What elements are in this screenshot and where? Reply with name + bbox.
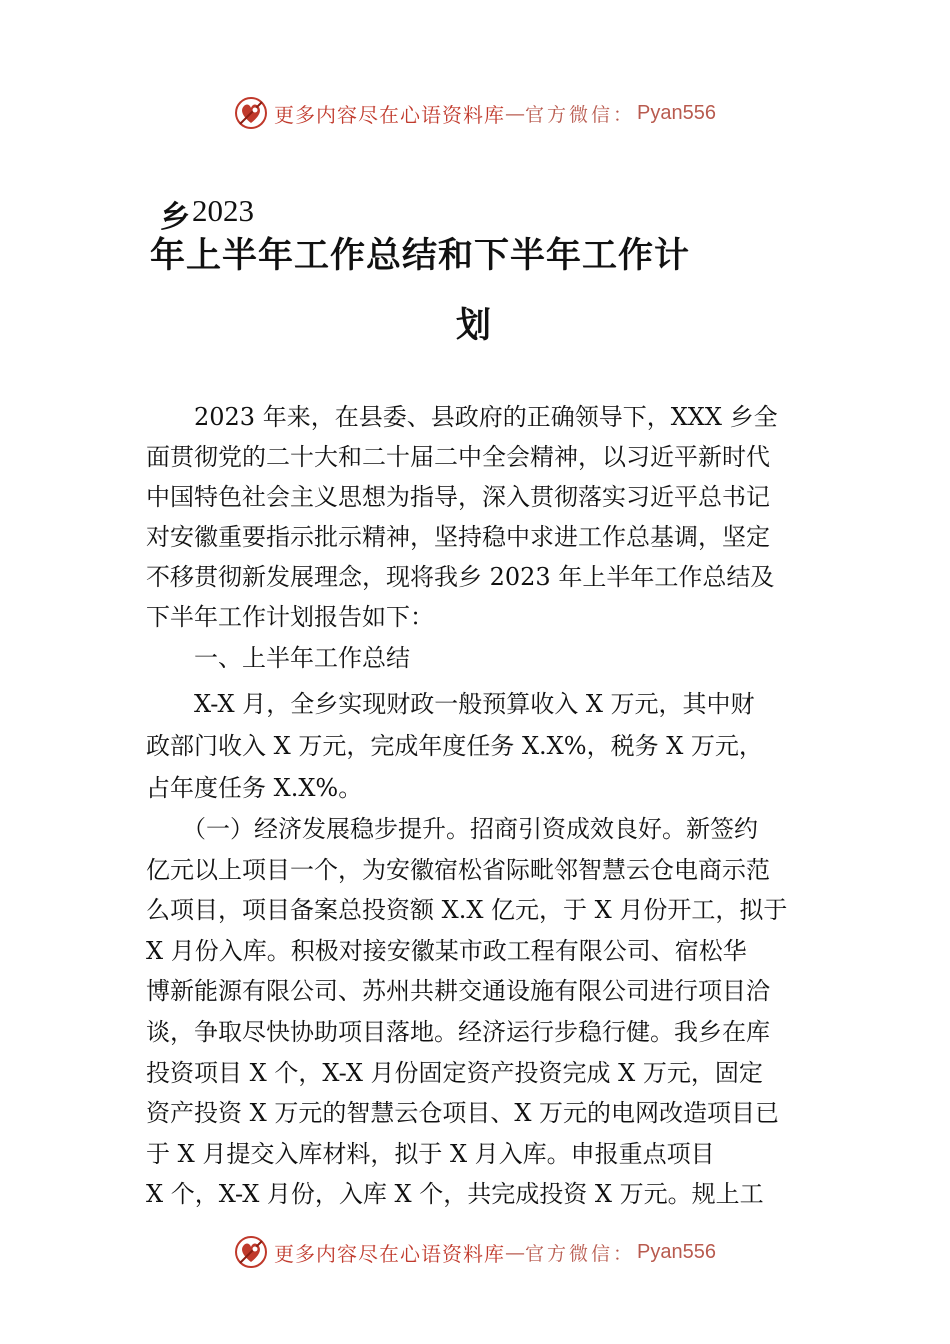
text-line: 对安徽重要指示批示精神，坚持稳中求进工作总基调，坚定 bbox=[146, 523, 770, 551]
heart-logo-icon bbox=[234, 1235, 268, 1269]
title-year: 2023 bbox=[192, 193, 254, 228]
text-line: X-X 月，全乡实现财政一般预算收入 X 万元，其中财 bbox=[146, 690, 755, 718]
text-line: 投资项目 X 个，X-X 月份固定资产投资完成 X 万元，固定 bbox=[146, 1058, 763, 1087]
text-line: 占年度任务 X.X%。 bbox=[146, 774, 363, 802]
paragraph-intro bbox=[146, 397, 826, 637]
banner-library-text: 更多内容尽在心语资料库 bbox=[274, 1241, 505, 1266]
text-line: 资产投资 X 万元的智慧云仓项目、X 万元的电网改造项目已 bbox=[146, 1099, 780, 1128]
text-line: X 个，X-X 月份，入库 X 个，共完成投资 X 万元。规上工 bbox=[146, 1180, 764, 1209]
text-line: 亿元以上项目一个，为安徽宿松省际毗邻智慧云仓电商示范 bbox=[146, 855, 770, 884]
banner-wechat-label: 官方微信： bbox=[525, 1242, 636, 1265]
banner-library-text: 更多内容尽在心语资料库 bbox=[274, 102, 505, 127]
page-title-line1: 年上半年工作总结和下半年工作计 bbox=[150, 235, 691, 276]
heart-logo-icon bbox=[234, 96, 268, 130]
text-line: 2023 年来，在县委、县政府的正确领导下，XXX 乡全 bbox=[146, 403, 778, 431]
page-title-line2: 划 bbox=[456, 305, 492, 346]
banner-wechat-id: Pyan556 bbox=[637, 101, 716, 124]
text-line: X 月份入库。积极对接安徽某市政工程有限公司、宿松华 bbox=[146, 936, 747, 965]
text-line: 不移贯彻新发展理念，现将我乡 2023 年上半年工作总结及 bbox=[146, 563, 775, 591]
paragraph-economy bbox=[146, 809, 826, 1215]
banner-wechat-id: Pyan556 bbox=[637, 1240, 716, 1263]
bottom-banner bbox=[0, 1232, 950, 1272]
banner-dash: — bbox=[505, 1240, 525, 1264]
text-line: 下半年工作计划报告如下： bbox=[146, 603, 434, 631]
text-line: 面贯彻党的二十大和二十届二中全会精神，以习近平新时代 bbox=[146, 443, 770, 471]
title-prefix: 乡 bbox=[160, 200, 186, 235]
banner-wechat-label: 官方微信： bbox=[525, 103, 636, 126]
section-heading bbox=[146, 638, 826, 678]
text-line: 中国特色社会主义思想为指导，深入贯彻落实习近平总书记 bbox=[146, 483, 770, 511]
banner-dash: — bbox=[505, 101, 525, 125]
paragraph-revenue bbox=[146, 683, 826, 809]
text-line: 博新能源有限公司、苏州共耕交通设施有限公司进行项目洽 bbox=[146, 977, 770, 1006]
text-line: 政部门收入 X 万元，完成年度任务 X.X%，税务 X 万元， bbox=[146, 732, 763, 760]
text-line: 谈，争取尽快协助项目落地。经济运行步稳行健。我乡在库 bbox=[146, 1017, 770, 1046]
top-banner bbox=[0, 93, 950, 133]
heading-text: 一、上半年工作总结 bbox=[146, 644, 410, 672]
text-line: 么项目，项目备案总投资额 X.X 亿元，于 X 月份开工，拟于 bbox=[146, 896, 788, 925]
text-line: （一）经济发展稳步提升。招商引资成效良好。新签约 bbox=[146, 815, 758, 843]
text-line: 于 X 月提交入库材料，拟于 X 月入库。申报重点项目 bbox=[146, 1139, 715, 1168]
